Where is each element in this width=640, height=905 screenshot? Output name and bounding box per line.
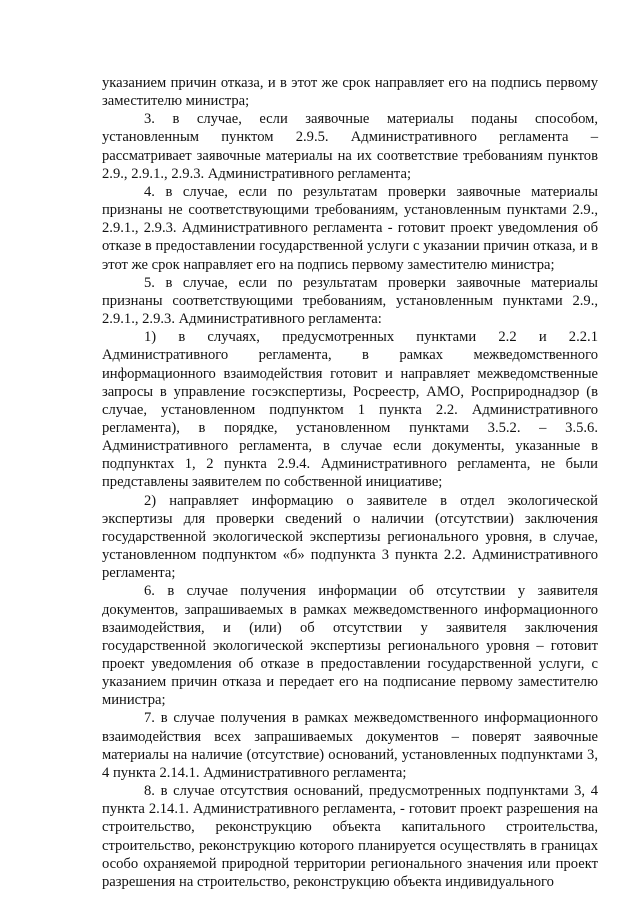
paragraph-subitem-2: 2) направляет информацию о заявителе в отдел экологической экспертизы для проверки сведений о наличии (отсутствии) заключения государственной экологической экспертизы регионального уровня, в случае, установленном подпунктом «б» подпункта 3 пункта 2.2. Административного регламента; <box>102 492 598 582</box>
paragraph-item-4: 4. в случае, если по результатам проверки заявочные материалы признаны не соответствующими требованиям, установленным пунктами 2.9., 2.9.1., 2.9.3. Административного регламента - готовит проект уведомления об отказе в предоставлении государственной услуги с указании причин отказа, и в этот же срок направляет его на подпись первому заместителю министра; <box>102 183 598 273</box>
paragraph-item-7: 7. в случае получения в рамках межведомственного информационного взаимодействия всех запрашиваемых документов – поверят заявочные материалы на наличие (отсутствие) оснований, установленных подпунктами 3, 4 пункта 2.14.1. Административного регламента; <box>102 710 598 781</box>
paragraph-subitem-1: 1) в случаях, предусмотренных пунктами 2.2 и 2.2.1 Административного регламента, в рамках межведомственного информационного взаимодействия готовит и направляет межведомственные запросы в управление госэкспертизы, Росреестр, АМО, Росприроднадзор (в случае, установленном подпунктом 1 пункта 2.2. Административного регламента), в порядке, установленном пунктами 3.5.2. – 3.5.6. Административного регламента, в случае если документы, указанные в подпунктах 1, 2 пункта 2.9.4. Административного регламента, не были представлены заявителем по собственной инициативе; <box>102 329 598 491</box>
paragraph-continuation: указанием причин отказа, и в этот же срок направляет его на подпись первому заместителю министра; <box>102 75 598 110</box>
paragraph-item-3: 3. в случае, если заявочные материалы поданы способом, установленным пунктом 2.9.5. Административного регламента – рассматривает заявочные материалы на их соответствие требованиям пунктов 2.9., 2.9.1., 2.9.3. Административного регламента; <box>102 111 598 182</box>
paragraph-item-6: 6. в случае получения информации об отсутствии у заявителя документов, запрашиваемых в рамках межведомственного информационного взаимодействия, и (или) об отсутствии у заявителя заключения государственной экологической экспертизы регионального уровня – готовит проект уведомления об отказе в предоставлении государственной услуги, с указанием причин отказа и передает его на подписание первому заместителю министра; <box>102 583 598 709</box>
document-page <box>102 74 598 891</box>
paragraph-item-8: 8. в случае отсутствия оснований, предусмотренных подпунктами 3, 4 пункта 2.14.1. Административного регламента, - готовит проект разрешения на строительство, реконструкцию объекта капитального строительства, строительство, реконструкцию которого планируется осуществлять в границах особо охраняемой природной территории регионального значения или проект разрешения на строительство, реконструкцию объекта индивидуального <box>102 783 598 890</box>
paragraph-item-5: 5. в случае, если по результатам проверки заявочные материалы признаны соответствующими требованиям, установленным пунктами 2.9., 2.9.1., 2.9.3. Административного регламента: <box>102 274 598 328</box>
